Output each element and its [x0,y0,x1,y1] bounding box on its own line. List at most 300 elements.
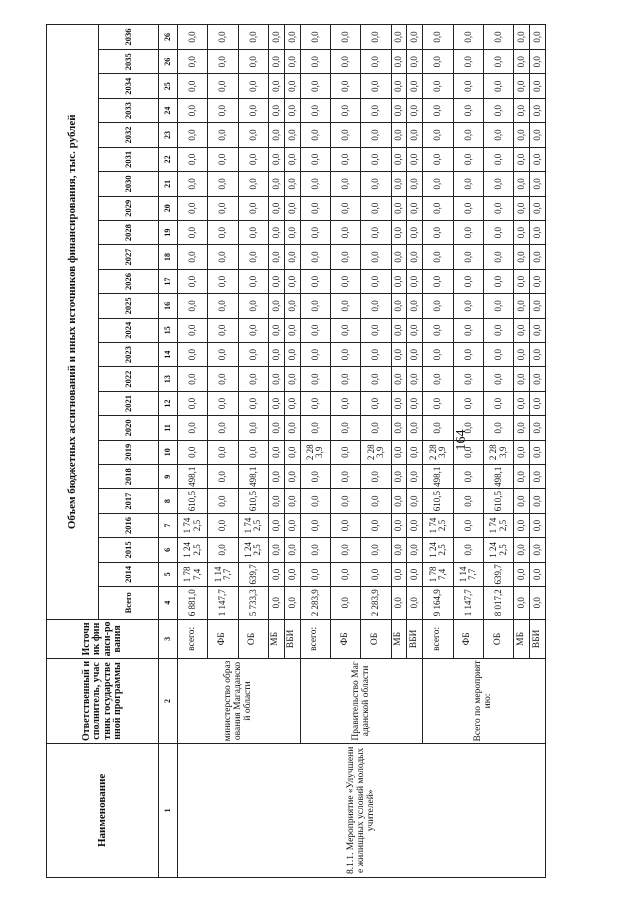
value-cell: 0,0 [269,25,285,50]
value-cell: 0,0 [453,25,483,50]
value-cell: 0,0 [483,50,513,74]
value-cell: 0,0 [407,147,423,171]
value-cell: 0,0 [178,440,208,464]
header-year: 2024 [98,318,159,342]
column-number: 22 [159,147,178,171]
value-cell: 0,0 [407,416,423,440]
value-cell: 0,0 [208,172,238,196]
value-cell: 0,0 [407,562,423,586]
value-cell: 0,0 [208,489,238,513]
value-cell: 0,0 [453,342,483,366]
value-cell: 0,0 [483,391,513,415]
value-cell: 0,0 [331,513,361,537]
value-cell: 0,0 [269,513,285,537]
value-cell: 610,5 [483,489,513,513]
header-year: 2019 [98,440,159,464]
value-cell: 0,0 [238,318,268,342]
value-cell: 0,0 [331,342,361,366]
value-cell: 0,0 [391,147,407,171]
column-number: 21 [159,172,178,196]
executor-cell: Всего по мероприятию: [423,659,546,743]
value-cell: 0,0 [208,318,238,342]
value-cell: 0,0 [453,489,483,513]
value-cell: 0,0 [514,367,530,391]
value-cell: 0,0 [391,220,407,244]
column-number: 26 [159,50,178,74]
value-cell: 0,0 [423,147,453,171]
value-cell: 0,0 [514,562,530,586]
column-number: 7 [159,513,178,537]
total-cell: 8 017,2 [483,587,513,620]
header-year: 2025 [98,294,159,318]
value-cell: 0,0 [361,196,391,220]
value-cell: 0,0 [178,367,208,391]
value-cell: 0,0 [530,74,546,98]
value-cell: 2 283,9 [483,440,513,464]
column-number: 17 [159,269,178,293]
value-cell: 0,0 [238,391,268,415]
value-cell: 0,0 [407,172,423,196]
value-cell: 0,0 [407,245,423,269]
value-cell: 0,0 [453,123,483,147]
value-cell: 0,0 [423,245,453,269]
value-cell: 0,0 [423,269,453,293]
value-cell: 0,0 [453,391,483,415]
value-cell: 0,0 [530,318,546,342]
value-cell: 0,0 [514,538,530,562]
value-cell: 0,0 [530,147,546,171]
value-cell: 0,0 [269,269,285,293]
value-cell: 0,0 [300,269,330,293]
value-cell: 0,0 [331,172,361,196]
header-year: 2021 [98,391,159,415]
value-cell: 0,0 [269,98,285,122]
value-cell: 0,0 [514,147,530,171]
value-cell: 0,0 [361,98,391,122]
value-cell: 0,0 [178,245,208,269]
value-cell: 0,0 [391,342,407,366]
header-year: 2015 [98,538,159,562]
column-number: 10 [159,440,178,464]
value-cell: 0,0 [423,25,453,50]
value-cell: 0,0 [453,513,483,537]
header-total: Всего [98,587,159,620]
value-cell: 0,0 [530,220,546,244]
value-cell: 0,0 [530,294,546,318]
value-cell: 0,0 [514,489,530,513]
value-cell: 0,0 [269,294,285,318]
value-cell: 498,1 [423,464,453,488]
value-cell: 0,0 [300,196,330,220]
source-cell: ВБИ [284,619,300,659]
value-cell: 0,0 [238,74,268,98]
value-cell: 0,0 [300,98,330,122]
value-cell: 0,0 [331,245,361,269]
value-cell: 0,0 [284,74,300,98]
header-volume: Объем бюджетных ассигнований и иных источников финансирования, тыс. рублей [47,25,99,620]
value-cell: 0,0 [407,464,423,488]
value-cell: 0,0 [407,294,423,318]
rotated-table-wrapper [46,24,546,878]
value-cell: 0,0 [284,342,300,366]
value-cell: 0,0 [300,147,330,171]
value-cell: 0,0 [361,25,391,50]
value-cell: 0,0 [331,440,361,464]
value-cell: 0,0 [407,50,423,74]
column-number: 20 [159,196,178,220]
value-cell: 0,0 [530,538,546,562]
financing-table [46,24,546,878]
value-cell: 0,0 [300,464,330,488]
value-cell: 0,0 [361,123,391,147]
value-cell: 0,0 [284,50,300,74]
value-cell: 0,0 [407,342,423,366]
value-cell: 0,0 [300,74,330,98]
value-cell: 0,0 [361,172,391,196]
value-cell: 0,0 [284,245,300,269]
value-cell: 0,0 [514,269,530,293]
source-cell: ОБ [483,619,513,659]
value-cell: 0,0 [178,269,208,293]
value-cell: 0,0 [514,294,530,318]
value-cell: 0,0 [300,220,330,244]
value-cell: 0,0 [407,269,423,293]
value-cell: 0,0 [514,123,530,147]
value-cell: 0,0 [391,367,407,391]
value-cell: 0,0 [269,50,285,74]
column-number: 11 [159,416,178,440]
value-cell: 0,0 [284,513,300,537]
value-cell: 0,0 [208,342,238,366]
value-cell: 0,0 [530,489,546,513]
value-cell: 0,0 [361,538,391,562]
value-cell: 0,0 [269,391,285,415]
header-source: Источник финанси-рования [47,619,159,659]
value-cell: 0,0 [407,25,423,50]
total-cell: 1 147,7 [208,587,238,620]
value-cell: 0,0 [361,513,391,537]
value-cell: 0,0 [284,196,300,220]
value-cell: 0,0 [300,513,330,537]
value-cell: 0,0 [208,391,238,415]
value-cell: 0,0 [208,416,238,440]
column-number: 18 [159,245,178,269]
value-cell: 0,0 [391,50,407,74]
value-cell: 0,0 [361,74,391,98]
value-cell: 0,0 [178,98,208,122]
header-year: 2029 [98,196,159,220]
value-cell: 1 242,5 [238,538,268,562]
value-cell: 0,0 [284,172,300,196]
value-cell: 1 242,5 [178,538,208,562]
value-cell: 0,0 [300,489,330,513]
value-cell: 0,0 [208,196,238,220]
value-cell: 0,0 [423,98,453,122]
value-cell: 0,0 [391,123,407,147]
value-cell: 0,0 [331,147,361,171]
value-cell: 0,0 [514,25,530,50]
value-cell: 0,0 [269,538,285,562]
value-cell: 0,0 [391,416,407,440]
value-cell: 0,0 [269,172,285,196]
value-cell: 0,0 [300,538,330,562]
source-cell: МБ [269,619,285,659]
value-cell: 0,0 [530,513,546,537]
value-cell: 0,0 [514,196,530,220]
value-cell: 0,0 [269,318,285,342]
value-cell: 0,0 [407,538,423,562]
value-cell: 498,1 [178,464,208,488]
source-cell: ВБИ [407,619,423,659]
value-cell: 0,0 [361,294,391,318]
value-cell: 0,0 [407,440,423,464]
value-cell: 0,0 [453,98,483,122]
value-cell: 0,0 [331,220,361,244]
value-cell: 0,0 [453,464,483,488]
value-cell: 0,0 [483,172,513,196]
value-cell: 0,0 [284,294,300,318]
value-cell: 0,0 [453,220,483,244]
value-cell: 0,0 [238,342,268,366]
value-cell: 0,0 [284,269,300,293]
value-cell: 0,0 [423,74,453,98]
value-cell: 0,0 [284,98,300,122]
value-cell: 0,0 [391,538,407,562]
value-cell: 1 147,7 [208,562,238,586]
value-cell: 0,0 [391,391,407,415]
total-cell: 0,0 [391,587,407,620]
value-cell: 0,0 [284,391,300,415]
value-cell: 0,0 [423,318,453,342]
value-cell: 0,0 [423,294,453,318]
value-cell: 0,0 [331,562,361,586]
value-cell: 0,0 [178,74,208,98]
value-cell: 0,0 [269,440,285,464]
value-cell: 0,0 [453,367,483,391]
value-cell: 0,0 [407,123,423,147]
value-cell: 0,0 [453,294,483,318]
value-cell: 0,0 [284,538,300,562]
source-cell: всего: [178,619,208,659]
value-cell: 0,0 [391,74,407,98]
value-cell: 0,0 [453,147,483,171]
value-cell: 0,0 [530,25,546,50]
value-cell: 0,0 [530,245,546,269]
value-cell: 498,1 [483,464,513,488]
value-cell: 1 242,5 [483,538,513,562]
source-cell: всего: [423,619,453,659]
value-cell: 0,0 [238,172,268,196]
value-cell: 0,0 [238,98,268,122]
value-cell: 0,0 [300,342,330,366]
value-cell: 0,0 [269,147,285,171]
value-cell: 0,0 [391,25,407,50]
value-cell: 1 742,5 [178,513,208,537]
source-cell: ОБ [238,619,268,659]
value-cell: 0,0 [514,74,530,98]
value-cell: 0,0 [423,342,453,366]
value-cell: 0,0 [331,391,361,415]
value-cell: 0,0 [269,342,285,366]
value-cell: 0,0 [514,245,530,269]
value-cell: 0,0 [208,464,238,488]
value-cell: 0,0 [300,25,330,50]
source-cell: ФБ [331,619,361,659]
value-cell: 0,0 [361,342,391,366]
value-cell: 0,0 [284,318,300,342]
value-cell: 0,0 [483,74,513,98]
value-cell: 0,0 [407,196,423,220]
value-cell: 0,0 [453,538,483,562]
value-cell: 0,0 [269,220,285,244]
column-number: 14 [159,342,178,366]
value-cell: 639,7 [238,562,268,586]
value-cell: 0,0 [530,50,546,74]
value-cell: 0,0 [423,367,453,391]
value-cell: 1 742,5 [238,513,268,537]
value-cell: 0,0 [331,98,361,122]
value-cell: 0,0 [331,318,361,342]
total-cell: 0,0 [514,587,530,620]
value-cell: 0,0 [530,172,546,196]
value-cell: 0,0 [284,367,300,391]
column-number: 26 [159,25,178,50]
column-number: 25 [159,74,178,98]
value-cell: 0,0 [208,294,238,318]
value-cell: 0,0 [514,464,530,488]
value-cell: 0,0 [361,269,391,293]
value-cell: 0,0 [407,318,423,342]
value-cell: 0,0 [208,147,238,171]
value-cell: 0,0 [284,123,300,147]
value-cell: 0,0 [238,50,268,74]
value-cell: 0,0 [178,147,208,171]
value-cell: 0,0 [361,391,391,415]
value-cell: 0,0 [284,25,300,50]
value-cell: 0,0 [331,464,361,488]
total-cell: 6 881,0 [178,587,208,620]
total-cell: 2 283,9 [300,587,330,620]
value-cell: 0,0 [530,367,546,391]
total-cell: 0,0 [331,587,361,620]
value-cell: 0,0 [453,245,483,269]
value-cell: 639,7 [483,562,513,586]
value-cell: 0,0 [483,123,513,147]
value-cell: 0,0 [514,513,530,537]
value-cell: 0,0 [361,489,391,513]
value-cell: 0,0 [331,416,361,440]
header-year: 2031 [98,147,159,171]
value-cell: 0,0 [407,391,423,415]
value-cell: 0,0 [361,147,391,171]
value-cell: 0,0 [361,367,391,391]
page-number: 164 [454,429,469,451]
value-cell: 0,0 [361,245,391,269]
value-cell: 0,0 [238,123,268,147]
value-cell: 0,0 [514,416,530,440]
value-cell: 0,0 [238,416,268,440]
value-cell: 0,0 [300,50,330,74]
value-cell: 0,0 [391,294,407,318]
value-cell: 0,0 [300,294,330,318]
value-cell: 0,0 [178,294,208,318]
value-cell: 0,0 [530,123,546,147]
value-cell: 0,0 [483,367,513,391]
column-number: 12 [159,391,178,415]
value-cell: 0,0 [269,416,285,440]
header-year: 2033 [98,98,159,122]
value-cell: 0,0 [407,513,423,537]
value-cell: 0,0 [300,367,330,391]
executor-cell: министерство образования Магаданской области [178,659,301,743]
value-cell: 0,0 [178,342,208,366]
value-cell: 0,0 [407,98,423,122]
value-cell: 0,0 [423,123,453,147]
value-cell: 0,0 [453,196,483,220]
value-cell: 0,0 [483,220,513,244]
value-cell: 0,0 [300,318,330,342]
header-name: Наименование [47,743,159,877]
value-cell: 0,0 [300,562,330,586]
value-cell: 0,0 [208,367,238,391]
value-cell: 0,0 [483,25,513,50]
source-cell: МБ [514,619,530,659]
column-number: 23 [159,123,178,147]
value-cell: 0,0 [391,440,407,464]
value-cell: 0,0 [453,416,483,440]
value-cell: 0,0 [391,489,407,513]
value-cell: 0,0 [208,513,238,537]
table-row [178,25,208,878]
value-cell: 0,0 [423,50,453,74]
value-cell: 0,0 [391,196,407,220]
value-cell: 0,0 [178,172,208,196]
value-cell: 0,0 [208,98,238,122]
value-cell: 0,0 [238,245,268,269]
column-number: 2 [159,659,178,743]
value-cell: 0,0 [208,220,238,244]
value-cell: 0,0 [300,391,330,415]
value-cell: 0,0 [269,367,285,391]
value-cell: 0,0 [361,220,391,244]
value-cell: 0,0 [331,196,361,220]
header-year: 2030 [98,172,159,196]
header-year: 2016 [98,513,159,537]
value-cell: 0,0 [178,196,208,220]
header-executor: Ответственный исполнитель, участник государственной программы [47,659,159,743]
value-cell: 0,0 [407,74,423,98]
value-cell: 0,0 [238,440,268,464]
total-cell: 2 283,9 [361,587,391,620]
value-cell: 0,0 [423,196,453,220]
header-year: 2022 [98,367,159,391]
value-cell: 0,0 [284,562,300,586]
value-cell: 0,0 [483,342,513,366]
value-cell: 0,0 [178,123,208,147]
value-cell: 0,0 [284,440,300,464]
column-number-row [159,25,178,878]
item-name: 8.1.1. Мероприятие «Улучшение жилищных условий молодых учителей» [178,743,546,877]
value-cell: 0,0 [208,440,238,464]
column-number: 8 [159,489,178,513]
value-cell: 0,0 [391,464,407,488]
value-cell: 0,0 [331,50,361,74]
value-cell: 0,0 [407,220,423,244]
header-year: 2017 [98,489,159,513]
value-cell: 0,0 [208,25,238,50]
value-cell: 1 242,5 [423,538,453,562]
header-year: 2036 [98,25,159,50]
